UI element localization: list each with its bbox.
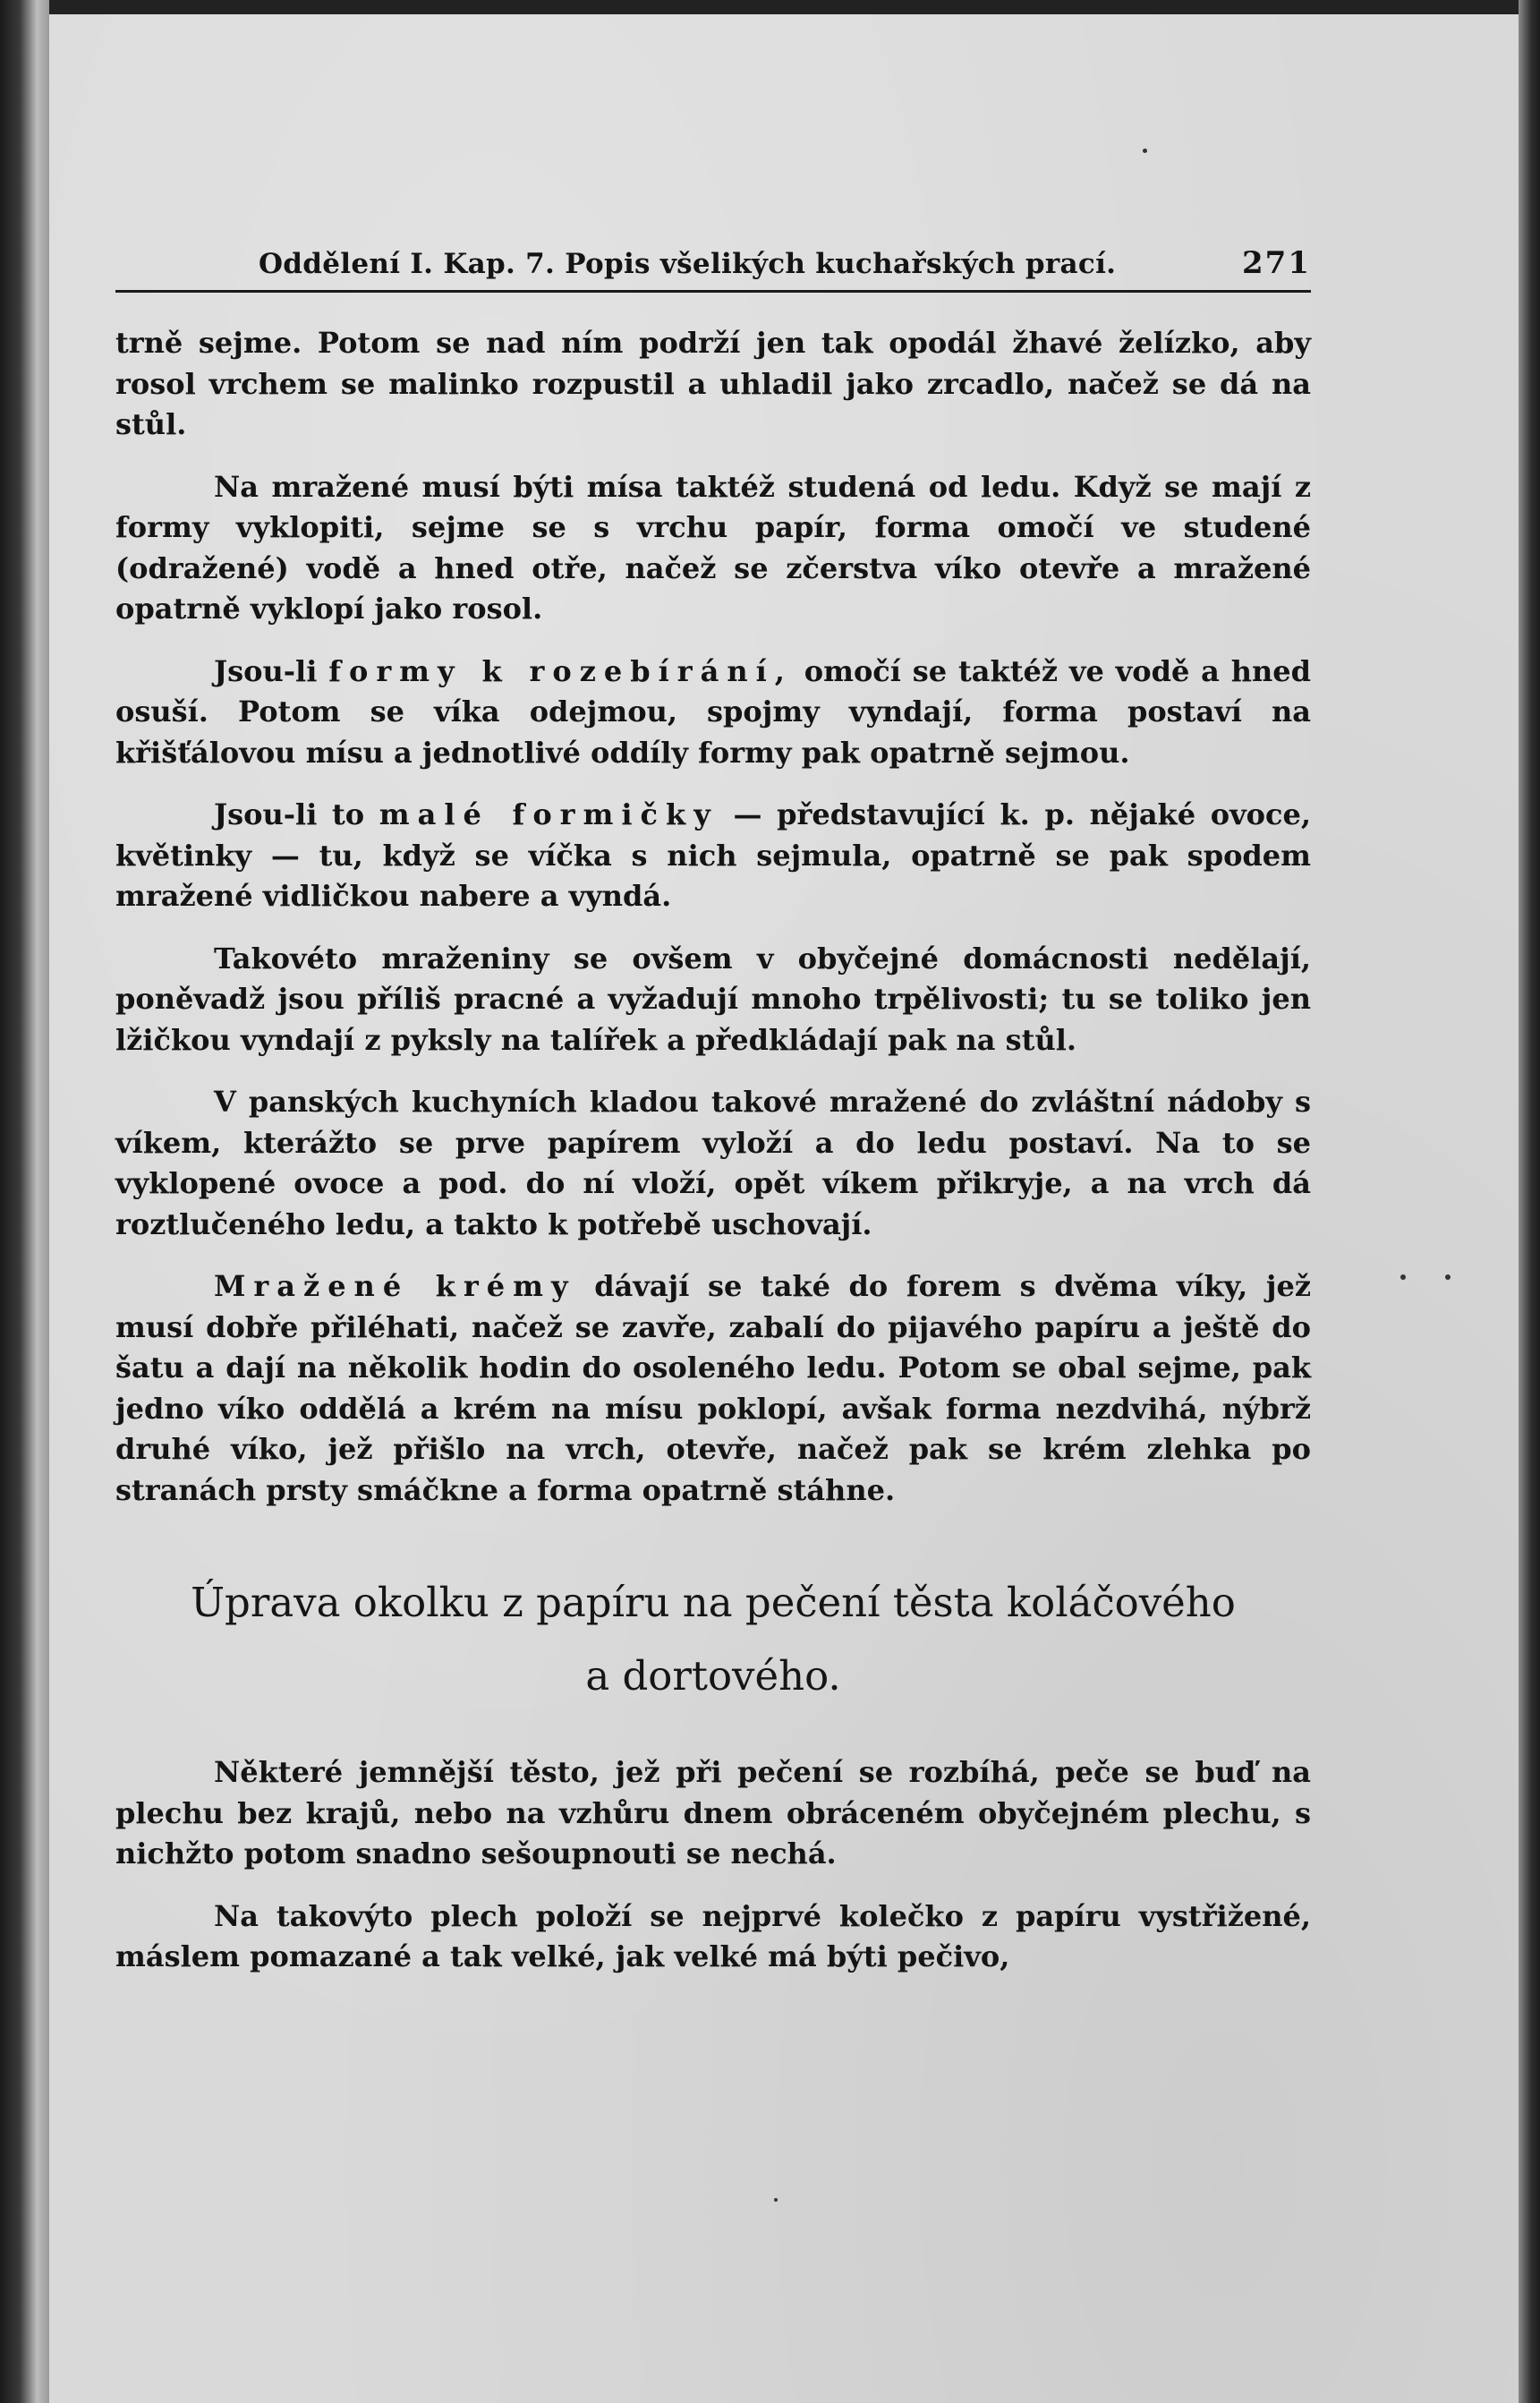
paragraph-3 [115, 652, 1311, 774]
page-number: 271 [1242, 245, 1311, 281]
paragraph-7-emphasis: Mražené krémy [214, 1269, 576, 1303]
section-heading-line-1: Úprava okolku z papíru na pečení těsta koláčového [191, 1579, 1236, 1626]
paragraph-3-emphasis: formy k rozebírání, [328, 653, 793, 688]
scan-right-edge [1519, 0, 1540, 2403]
book-spine-edge [0, 0, 49, 2403]
scan-speck [1400, 1274, 1406, 1280]
paragraph-6: V panských kuchyních kladou takové mražené do zvláštní nádoby s víkem, kterážto se prve papírem vyloží a do ledu postaví. Na to se vyklopené ovoce a pod. do ní vloží, opět víkem přikryje, a na vrch dá roztlučeného ledu, a takto k potřebě uschovají. [115, 1085, 1311, 1241]
paragraph-7 [115, 1266, 1311, 1511]
paragraph-5: Takovéto mraženiny se ovšem v obyčejné domácnosti nedělají, poněvadž jsou příliš pracné a vyžadují mnoho trpělivosti; tu se toliko jen lžičkou vyndají z pyksly na talířek a předkládají pak na stůl. [115, 941, 1311, 1057]
section-heading [115, 1566, 1311, 1713]
paragraph-4-rest: — představující k. p. nějaké ovoce, květinky — tu, když se víčka s nich sejmula, opatrně se pak spodem mražené vidličkou nabere a vyndá. [115, 797, 1312, 913]
paper-sheet [49, 14, 1519, 2403]
paragraph-4 [115, 795, 1311, 917]
running-title: Oddělení I. Kap. 7. Popis všelikých kuchařských prací. [259, 248, 1117, 280]
paragraph-2: Na mražené musí býti mísa taktéž studená od ledu. Když se mají z formy vyklopiti, sejme se s vrchu papír, forma omočí ve studené (odražené) vodě a hned otře, načež se zčerstva víko otevře a mražené opatrně vyklopí jako rosol. [115, 469, 1311, 626]
paragraph-4-lead: Jsou-li to [214, 797, 379, 831]
section-paragraph-2: Na takovýto plech položí se nejprvé kolečko z papíru vystřižené, máslem pomazané a tak velké, jak velké má býti pečivo, [115, 1898, 1311, 1973]
body-text [115, 323, 1311, 1978]
section-heading-line-2: a dortového. [585, 1652, 841, 1700]
paragraph-4-emphasis: malé formičky [379, 797, 719, 831]
paragraph-7-rest: dávají se také do forem s dvěma víky, jež musí dobře přiléhati, načež se zavře, zabalí do pijavého papíru a ještě do šatu a dají na několik hodin do osoleného ledu. Potom se obal sejme, pak jedno víko oddělá a krém na mísu poklopí, avšak forma nezdvihá, nýbrž druhé víko, jež přišlo na vrch, otevře, načež pak se krém zlehka po stranách prsty smáčkne a forma opatrně stáhne. [115, 1269, 1312, 1507]
page-content [115, 245, 1311, 1999]
paragraph-3-rest: omočí se taktéž ve vodě a hned osuší. Potom se víka odejmou, spojmy vyndají, forma postaví na křišťálovou mísu a jednotlivé oddíly formy pak opatrně sejmou. [115, 653, 1311, 770]
paragraph-3-lead: Jsou-li [214, 653, 329, 688]
section-paragraph-1: Některé jemnější těsto, jež při pečení se rozbíhá, peče se buď na plechu bez krajů, nebo na vzhůru dnem obráceném obyčejném plechu, s nichžto potom snadno sešoupnouti se nechá. [115, 1755, 1311, 1870]
scan-top-edge [0, 0, 1540, 14]
scan-speck [1143, 149, 1147, 153]
scan-speck [774, 2198, 778, 2202]
paragraph-1: trně sejme. Potom se nad ním podrží jen tak opodál žhavé želízko, aby rosol vrchem se malinko rozpustil a uhladil jako zrcadlo, načež se dá na stůl. [115, 326, 1311, 441]
scan-speck [1445, 1274, 1451, 1280]
running-header [115, 245, 1311, 293]
